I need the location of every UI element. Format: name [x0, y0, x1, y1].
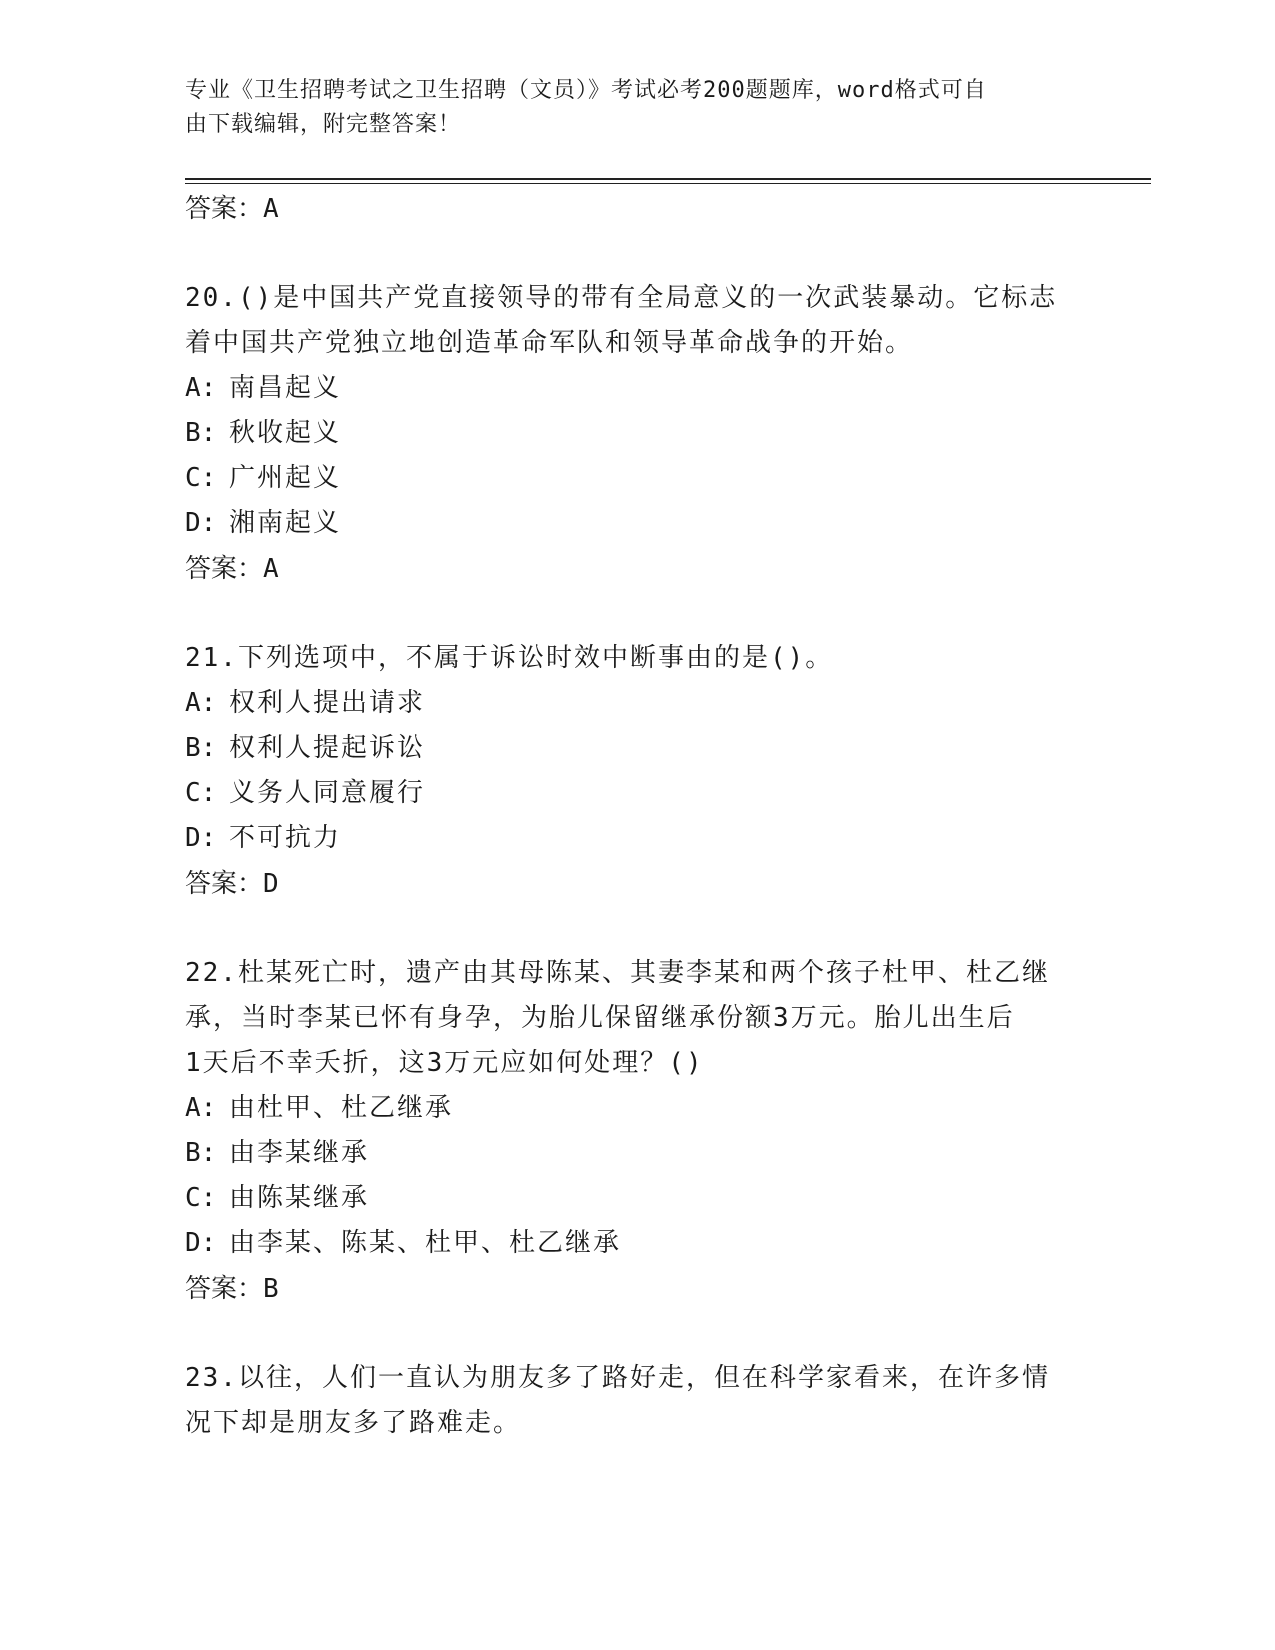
option-text: 义务人同意履行 [229, 778, 426, 808]
option-a [185, 681, 1085, 726]
answer-value: A [263, 554, 279, 584]
question-21 [185, 636, 1085, 907]
answer-value: A [263, 194, 279, 224]
option-text: 由李某继承 [229, 1138, 370, 1168]
option-text: 广州起义 [229, 463, 342, 493]
option-text: 不可抗力 [229, 823, 342, 853]
question-22 [185, 951, 1085, 1312]
question-text-line: 20.()是中国共产党直接领导的带有全局意义的一次武装暴动。它标志 [185, 283, 1058, 313]
header-rule-thick [185, 178, 1151, 180]
question-text-line: 23.以往，人们一直认为朋友多了路好走，但在科学家看来，在许多情 [185, 1363, 1050, 1393]
option-b [185, 726, 1085, 771]
option-d [185, 816, 1085, 861]
option-text: 由陈某继承 [229, 1183, 370, 1213]
answer-value: B [263, 1274, 279, 1304]
option-d [185, 1221, 1085, 1266]
question-text-line: 22.杜某死亡时，遗产由其母陈某、其妻李某和两个孩子杜甲、杜乙继 [185, 958, 1050, 988]
answer-label: 答案： [185, 869, 264, 899]
option-text: 由李某、陈某、杜甲、杜乙继承 [229, 1228, 622, 1258]
question-text-line: 1天后不幸夭折，这3万元应如何处理？() [185, 1048, 704, 1078]
header-line-1: 专业《卫生招聘考试之卫生招聘（文员）》考试必考200题题库，word格式可自 [185, 78, 987, 103]
question-23 [185, 1356, 1085, 1446]
option-a [185, 366, 1085, 411]
option-text: 湘南起义 [229, 508, 342, 538]
question-text-line: 着中国共产党独立地创造革命军队和领导革命战争的开始。 [185, 328, 914, 358]
option-c [185, 456, 1085, 501]
option-key: B: [185, 1138, 217, 1168]
option-a [185, 1086, 1085, 1131]
option-key: A: [185, 373, 217, 403]
answer-line [185, 861, 1085, 907]
option-text: 权利人提出请求 [229, 688, 426, 718]
option-b [185, 1131, 1085, 1176]
option-text: 秋收起义 [229, 418, 342, 448]
answer-label: 答案： [185, 1274, 264, 1304]
answer-line [185, 546, 1085, 592]
option-key: D: [185, 823, 217, 853]
option-key: B: [185, 733, 217, 763]
answer-line [185, 186, 1085, 232]
option-key: A: [185, 1093, 217, 1123]
option-key: C: [185, 463, 217, 493]
option-text: 南昌起义 [229, 373, 342, 403]
question-text-line: 21.下列选项中，不属于诉讼时效中断事由的是()。 [185, 643, 834, 673]
answer-label: 答案： [185, 554, 264, 584]
page-header [185, 74, 1085, 142]
option-d [185, 501, 1085, 546]
option-key: C: [185, 1183, 217, 1213]
header-line-2: 由下载编辑，附完整答案！ [185, 112, 462, 137]
option-key: A: [185, 688, 217, 718]
option-key: D: [185, 1228, 217, 1258]
option-text: 由杜甲、杜乙继承 [229, 1093, 454, 1123]
option-c [185, 771, 1085, 816]
option-b [185, 411, 1085, 456]
option-key: D: [185, 508, 217, 538]
question-text-line: 承，当时李某已怀有身孕，为胎儿保留继承份额3万元。胎儿出生后 [185, 1003, 1015, 1033]
option-key: B: [185, 418, 217, 448]
answer-line [185, 1266, 1085, 1312]
answer-value: D [263, 869, 279, 899]
option-key: C: [185, 778, 217, 808]
option-c [185, 1176, 1085, 1221]
header-rule-thin [185, 183, 1151, 184]
document-content [185, 186, 1085, 1446]
question-text-line: 况下却是朋友多了路难走。 [185, 1408, 522, 1438]
question-20 [185, 276, 1085, 592]
option-text: 权利人提起诉讼 [229, 733, 426, 763]
answer-label: 答案： [185, 194, 264, 224]
